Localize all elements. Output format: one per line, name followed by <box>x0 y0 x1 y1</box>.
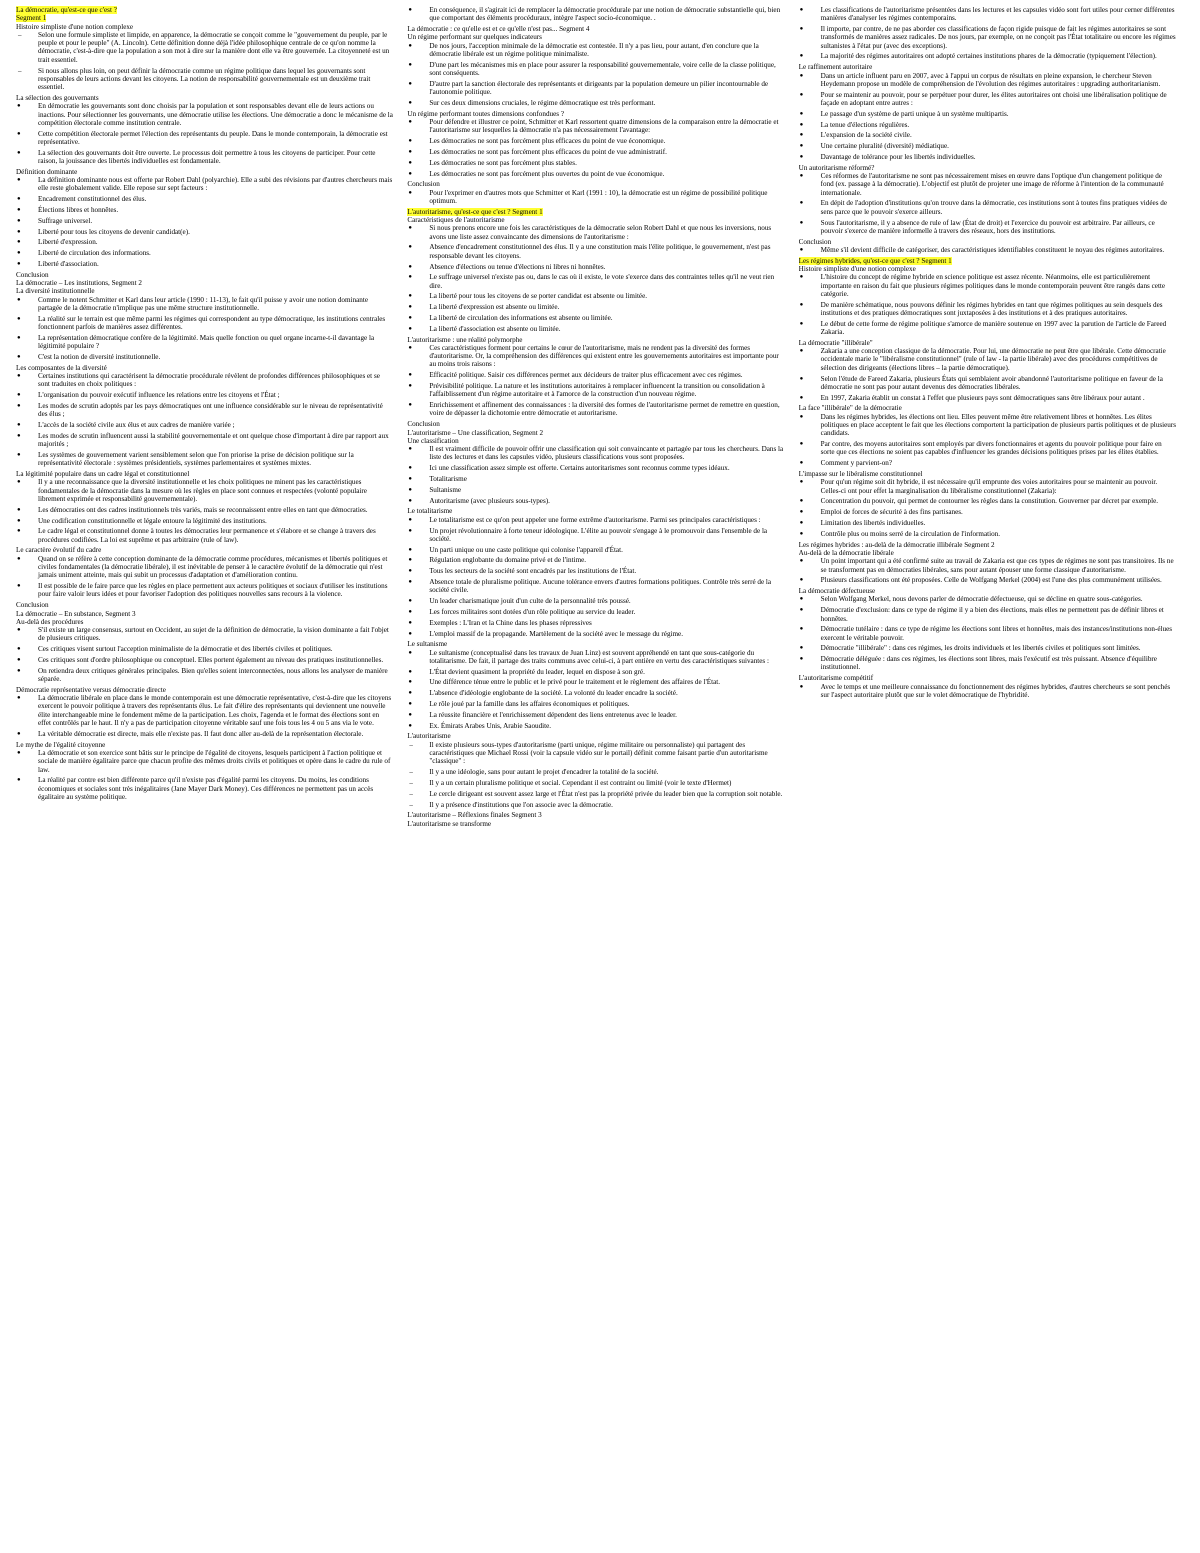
list-item: ● L'absence d'idéologie englobante de la société. La volonté du leader encadre la société. <box>407 689 784 697</box>
list-item: ● Le cadre légal et constitutionnel donne à toutes les démocraties leur permanence et s'élabore et se change à travers des procédures codifiées. La loi est suprême et pas arbitraire (rule of law). <box>16 527 393 544</box>
list-item: ● Sous l'autoritarisme, il y a absence de rule of law (État de droit) et l'exercice du pouvoir est arbitraire. Par ailleurs, ce pouvoir s'exerce de manière informelle à travers des réseaux, hors des institutions. <box>799 219 1176 236</box>
list-item: ● Un leader charismatique jouit d'un culte de la personnalité très poussé. <box>407 597 784 605</box>
section-heading <box>16 14 393 22</box>
list-item: ● D'une part les mécanismes mis en place pour assurer la responsabilité gouvernementale, voire celle de la classe politique, sont conséquents. <box>407 61 784 78</box>
list-item: ● Encadrement constitutionnel des élus. <box>16 195 393 203</box>
subheading-text: L'autoritarisme – Réflexions finales Segment 3 <box>407 811 542 820</box>
list-item: ● La réalité par contre est bien différente parce qu'il n'existe pas d'égalité parmi les citoyens. Du moins, les conditions économiques et sociales sont très inégalitaires (Jane Mayer Dark Money). Ces différences ne permettent pas un accès égalitaire au système politique. <box>16 776 393 801</box>
subheading <box>16 741 393 749</box>
subheading-text: La démocratie "illibérale" <box>798 338 873 347</box>
subheading-text: La démocratie – En substance, Segment 3 <box>16 609 136 618</box>
subheading <box>407 33 784 41</box>
subheading-text: Le caractère évolutif du cadre <box>16 546 102 555</box>
list-item: ● D'autre part la sanction électorale des représentants et dirigeants par la population demeure un pilier incontournable de l'autonomie politique. <box>407 80 784 97</box>
bullet-list <box>407 344 784 418</box>
list-item: ● On retiendra deux critiques générales principales. Bien qu'elles soient interconnectées, nous allons les analyser de manière séparée. <box>16 667 393 684</box>
subheading-text: Définition dominante <box>16 167 78 176</box>
list-item: ● Si nous prenons encore une fois les caractéristiques de la démocratie selon Robert Dahl et que nous les inversions, nous avons une liste assez convaincante des dimensions de l'autoritarisme : <box>407 224 784 241</box>
subheading-text: Le totalitarisme <box>407 507 453 516</box>
list-item: ● Emploi de forces de sécurité à des fins partisanes. <box>799 508 1176 516</box>
list-item: ● Zakaria a une conception classique de la démocratie. Pour lui, une démocratie ne peut être que libérale. Cette démocratie occidentale marie le "libéralisme constitutionnel" (rule of law - la partie libérale) avec des procédures compétitives de sélection des dirigeants (élections libres – la partie démocratique). <box>799 347 1176 372</box>
subheading <box>799 587 1176 595</box>
highlighted-title: La démocratie, qu'est-ce que c'est ? <box>16 6 117 14</box>
bullet-list <box>407 118 784 178</box>
list-item: ● En 1997, Zakaria établit un constat à l'effet que plusieurs pays sont démocratiques sans être libéraux pour autant . <box>799 394 1176 402</box>
list-item: ● Un parti unique ou une caste politique qui colonise l'appareil d'État. <box>407 546 784 554</box>
list-item: ● La liberté pour tous les citoyens de se porter candidat est absente ou limitée. <box>407 292 784 300</box>
bullet-list <box>16 296 393 362</box>
list-item: ● Les démocraties ne sont pas forcément plus efficaces du point de vue administratif. <box>407 148 784 156</box>
list-item: ● Pour défendre et illustrer ce point, Schmitter et Karl ressortent quatre dimensions de la comparaison entre la démocratie et l'autoritarisme sur lesquelles la démocratie n'a pas nécessairement l'avantage: <box>407 118 784 135</box>
bullet-list <box>16 102 393 165</box>
list-item: ● Sultanisme <box>407 486 784 494</box>
list-item: ● Dans un article influent paru en 2007, avec à l'appui un corpus de résultats en pleine expansion, le chercheur Steven Heydemann propose un modèle de compréhension de l'évolution des régimes autoritaires : upgrading authoritarianism. <box>799 72 1176 89</box>
subheading-text: La démocratie : ce qu'elle est et ce qu'elle n'est pas... Segment 4 <box>407 25 590 34</box>
list-item: ● L'accès de la société civile aux élus et aux cadres de manière variée ; <box>16 421 393 429</box>
list-item: – Si nous allons plus loin, on peut définir la démocratie comme un régime politique dans lequel les gouvernants sont responsables de leurs actions devant les citoyens. La notion de responsabilité gouvernementale est un deuxième trait essentiel. <box>16 67 393 92</box>
list-item: ● En démocratie les gouvernants sont donc choisis par la population et sont responsables devant elle de leurs actions ou inactions. Pour sélectionner les gouvernants, une démocratie utilise les élections. Une démocratie a donc le mécanisme de la compétition électorale comme institution centrale. <box>16 102 393 127</box>
list-item: ● Ces critiques visent surtout l'acception minimaliste de la démocratie et des libertés civiles et politiques. <box>16 645 393 653</box>
subheading <box>16 610 393 618</box>
list-item: ● Le suffrage universel n'existe pas ou, dans le cas où il existe, le vote s'exerce dans des contraintes telles qu'il ne veut rien dire. <box>407 273 784 290</box>
list-item: ● Une différence ténue entre le public et le privé pour le traitement et le règlement des affaires de l'État. <box>407 678 784 686</box>
list-item: ● S'il existe un large consensus, surtout en Occident, au sujet de la définition de démocratie, la vision dominante a fait l'objet de plusieurs critiques. <box>16 626 393 643</box>
subheading-text: Un régime performant toutes dimensions confondues ? <box>407 109 564 118</box>
bullet-list <box>799 413 1176 468</box>
subheading <box>799 238 1176 246</box>
list-item: ● La réalité sur le terrain est que même parmi les régimes qui correspondent au type démocratique, les institutions centrales fonctionnent parfois de manières assez différentes. <box>16 315 393 332</box>
list-item: ● Il est vraiment difficile de pouvoir offrir une classification qui soit convaincante et partagée par tous les chercheurs. Dans la liste des lectures et dans les capsules vidéo, plusieurs classifications vous sont proposées. <box>407 445 784 462</box>
subheading-text: La diversité institutionnelle <box>16 287 95 296</box>
bullet-list <box>407 42 784 108</box>
column-1 <box>16 6 393 1543</box>
subheading-text: La légitimité populaire dans un cadre légal et constitutionnel <box>16 470 190 479</box>
subheading <box>799 339 1176 347</box>
list-item: ● L'organisation du pouvoir exécutif influence les relations entre les citoyens et l'État ; <box>16 391 393 399</box>
subheading-text: Histoire simpliste d'une notion complexe <box>16 22 134 31</box>
subheading-text: L'autoritarisme – Une classification, Segment 2 <box>407 428 544 437</box>
list-item: – Il y a une idéologie, sans pour autant le projet d'encadrer la totalité de la société. <box>407 768 784 776</box>
subheading <box>16 601 393 609</box>
subheading <box>799 63 1176 71</box>
subheading-text: Le raffinement autoritaire <box>798 63 873 72</box>
bullet-list <box>16 749 393 801</box>
bullet-list <box>407 445 784 505</box>
subheading <box>799 541 1176 549</box>
bullet-list <box>799 172 1176 235</box>
list-item: ● Démocratie tutélaire : dans ce type de régime les élections sont libres et honnêtes, mais des instances/institutions non-élues exercent le véritable pouvoir. <box>799 625 1176 642</box>
highlighted-title: Les régimes hybrides, qu'est-ce que c'est ? Segment 1 <box>798 256 952 265</box>
subheading <box>799 404 1176 412</box>
subheading <box>407 732 784 740</box>
list-item: ● La démocratie et son exercice sont bâtis sur le principe de l'égalité de citoyens, lesquels participent à l'action politique et sociale de manière égalitaire parce que chacun profite des mêmes droits civils et politiques et opère dans le cadre du rule of law. <box>16 749 393 774</box>
list-item: ● Liberté d'expression. <box>16 238 393 246</box>
subheading-text: Les composantes de la diversité <box>16 363 107 372</box>
subheading-text: L'impasse sur le libéralisme constitutionnel <box>798 470 923 479</box>
list-item: ● Ces réformes de l'autoritarisme ne sont pas nécessairement mises en œuvre dans l'optique d'un changement politique de fond (ex. passage à la démocratie). L'objectif est plutôt de projeter une image de réforme à l'intention de la communauté internationale. <box>799 172 1176 197</box>
subheading <box>407 420 784 428</box>
list-item: ● Ex. Émirats Arabes Unis, Arabie Saoudite. <box>407 722 784 730</box>
list-item: ● Comme le notent Schmitter et Karl dans leur article (1990 : 11-13), le fait qu'il puisse y avoir une notion dominante partagée de la démocratie n'implique pas une même structure institutionnelle. <box>16 296 393 313</box>
list-item: ● Exemples : L'Iran et la Chine dans les phases répressives <box>407 619 784 627</box>
subheading <box>16 364 393 372</box>
list-item: ● Il est possible de le faire parce que les règles en place permettent aux acteurs politiques et sociaux d'utiliser les institutions pour faire valoir leurs idées et pour favoriser l'adoption des politiques nouvelles sans recours à la violence. <box>16 582 393 599</box>
list-item: ● Il y a une reconnaissance que la diversité institutionnelle et les choix politiques ne minent pas les caractéristiques fondamentales de la démocratie dans la mesure où les règles en place sont connues et respectées (volonté populaire librement exprimée et responsabilité gouvernementale). <box>16 478 393 503</box>
list-item: ● Limitation des libertés individuelles. <box>799 519 1176 527</box>
list-item: ● Les démocraties ne sont pas forcément plus stables. <box>407 159 784 167</box>
list-item: ● En conséquence, il s'agirait ici de remplacer la démocratie procédurale par une notion de démocratie substantielle qui, bien que comportant des éléments procéduraux, intègre l'aspect socio-économique. . <box>407 6 784 23</box>
list-item: ● Les classifications de l'autoritarisme présentées dans les lectures et les capsules vidéo sont fort utiles pour cerner différentes manières d'analyser les régimes contemporains. <box>799 6 1176 23</box>
subheading-text: L'autoritarisme compétitif <box>798 674 874 683</box>
subheading-text: La face "illibérale" de la démocratie <box>798 404 902 413</box>
subheading <box>407 811 784 819</box>
list-item: ● Davantage de tolérance pour les libertés individuelles. <box>799 153 1176 161</box>
bullet-list <box>407 224 784 333</box>
list-item: ● Par contre, des moyens autoritaires sont employés par divers fonctionnaires et agents du pouvoir politique pour faire en sorte que ces élections ne soient pas capables d'influencer les grandes décisions politiques prises par les élites établies. <box>799 440 1176 457</box>
subheading-text: L'autoritarisme <box>407 732 451 741</box>
bullet-list <box>16 478 393 544</box>
list-item: ● Suffrage universel. <box>16 217 393 225</box>
list-item: ● Absence d'encadrement constitutionnel des élus. Il y a une constitution mais l'élite politique, le gouvernement, n'est pas responsable devant les citoyens. <box>407 243 784 260</box>
list-item: ● Les modes de scrutin influencent aussi la stabilité gouvernementale et ont quelque chose d'important à dire par rapport aux majorités ; <box>16 432 393 449</box>
subheading-text: La sélection des gouvernants <box>16 93 99 102</box>
list-item: ● Cette compétition électorale permet l'élection des représentants du peuple. Dans le monde contemporain, la démocratie est représentative. <box>16 130 393 147</box>
list-item: ● Même s'il devient difficile de catégoriser, des caractéristiques identifiables constituent le noyau des régimes autoritaires. <box>799 246 1176 254</box>
subheading <box>799 265 1176 273</box>
subheading-text: L'autoritarisme se transforme <box>407 819 492 828</box>
bullet-list <box>799 246 1176 254</box>
bullet-list <box>799 6 1176 61</box>
list-item: ● Liberté d'association. <box>16 260 393 268</box>
section-heading <box>407 208 784 216</box>
list-item: ● L'État devient quasiment la propriété du leader, lequel en dispose à son gré. <box>407 668 784 676</box>
list-item: ● L'emploi massif de la propagande. Martèlement de la société avec le message du régime. <box>407 630 784 638</box>
list-item: ● Prévisibilité politique. La nature et les institutions autoritaires à remplacer influencent la transition ou consolidation à l'affaiblissement d'un régime autoritaire et à l'amorce de la construction d'un nouveau régime. <box>407 382 784 399</box>
list-item: ● Efficacité politique. Saisir ces différences permet aux décideurs de traiter plus efficacement avec ces régimes. <box>407 371 784 379</box>
list-item: ● Pour l'exprimer en d'autres mots que Schmitter et Karl (1991 : 10), la démocratie est un régime de possibilité politique optimum. <box>407 189 784 206</box>
list-item: ● Selon l'étude de Fareed Zakaria, plusieurs États qui semblaient avoir abandonné l'autoritarisme politique en faveur de la démocratie ne sont pas pour autant devenus des démocraties libérales. <box>799 375 1176 392</box>
bullet-list <box>799 72 1176 162</box>
subheading-text: Conclusion <box>798 237 832 246</box>
subheading-text: Une classification <box>407 436 459 445</box>
bullet-list <box>799 347 1176 402</box>
list-item: ● Enrichissement et affinement des connaissances : la diversité des formes de l'autoritarisme permet de remettre en question, voire de dépasser la dichotomie entre démocratie et autoritarisme. <box>407 401 784 418</box>
subheading-text: Conclusion <box>16 270 49 279</box>
list-item: ● Les démocraties ne sont pas forcément plus ouvertes du point de vue économique. <box>407 170 784 178</box>
subheading <box>799 549 1176 557</box>
list-item: ● Liberté pour tous les citoyens de devenir candidat(e). <box>16 228 393 236</box>
subheading-text: Conclusion <box>16 601 49 610</box>
dash-list <box>407 741 784 809</box>
list-item: ● Comment y parvient-on? <box>799 459 1176 467</box>
subheading <box>407 110 784 118</box>
list-item: ● Le rôle joué par la famille dans les affaires économiques et politiques. <box>407 700 784 708</box>
list-item: ● Plusieurs classifications ont été proposées. Celle de Wolfgang Merkel (2004) est l'une des plus communément utilisées. <box>799 576 1176 584</box>
section-heading <box>16 6 393 14</box>
list-item: ● Concentration du pouvoir, qui permet de contourner les règles dans la constitution. Gouverner par décret par exemple. <box>799 497 1176 505</box>
subheading <box>407 820 784 828</box>
list-item: ● La liberté d'association est absente ou limitée. <box>407 325 784 333</box>
subheading-text: Conclusion <box>407 420 440 429</box>
subheading <box>407 25 784 33</box>
subheading-text: Au-delà des procédures <box>16 617 84 626</box>
list-item: ● Tous les secteurs de la société sont encadrés par les institutions de l'État. <box>407 567 784 575</box>
list-item: – Selon une formule simpliste et limpide, en apparence, la démocratie se conçoit comme le "gouvernement du peuple, par le peuple et pour le peuple" (A. Lincoln). Cette définition donne déjà l'idée philosophique centrale de ce qu'on nomme la démocratie, c'est-à-dire que la population a son mot à dire sur la manière dont elle va être gouvernée. La citoyenneté est un trait essentiel. <box>16 31 393 64</box>
list-item: ● Une certaine pluralité (diversité) médiatique. <box>799 142 1176 150</box>
subheading <box>407 216 784 224</box>
subheading <box>407 180 784 188</box>
bullet-list <box>407 189 784 206</box>
dash-list <box>16 31 393 92</box>
subheading <box>16 271 393 279</box>
list-item: ● Démocratie d'exclusion: dans ce type de régime il y a bien des élections, mais elles ne permettent pas de définir libres et honnêtes. <box>799 606 1176 623</box>
list-item: ● Autoritarisme (avec plusieurs sous-types). <box>407 497 784 505</box>
list-item: ● Démocratie déléguée : dans ces régimes, les élections sont libres, mais l'exécutif est très puissant. Absence d'équilibre institutionnel. <box>799 655 1176 672</box>
list-item: ● Pour qu'un régime soit dit hybride, il est nécessaire qu'il emprunte des voies autoritaires pour se maintenir au pouvoir. Celles-ci ont pour effet la marginalisation du libéralisme constitutionnel (Zakaria): <box>799 478 1176 495</box>
subheading-text: L'autoritarisme : une réalité polymorphe <box>407 335 523 344</box>
list-item: ● Contrôle plus ou moins serré de la circulation de l'information. <box>799 530 1176 538</box>
subheading <box>16 618 393 626</box>
list-item: ● Régulation englobante du domaine privé et de l'intime. <box>407 556 784 564</box>
list-item: – Il existe plusieurs sous-types d'autoritarisme (parti unique, régime militaire ou personnaliste) qui partagent des caractéristiques que Michael Rossi (voir la capsule vidéo sur le portail) définit comme faisant partie d'un autoritarisme "classique" : <box>407 741 784 766</box>
list-item: ● La réussite financière et l'enrichissement dépendent des liens entretenus avec le leader. <box>407 711 784 719</box>
list-item: ● L'expansion de la société civile. <box>799 131 1176 139</box>
list-item: ● La représentation démocratique confère de la légitimité. Mais quelle fonction ou quel organe incarne-t-il davantage la légitimité populaire ? <box>16 334 393 351</box>
list-item: ● L'histoire du concept de régime hybride en science politique est assez récente. Néanmoins, elle est particulièrement importante en raison du fait que plusieurs régimes politiques dans le monde contemporain peuvent être rangés dans cette catégorie. <box>799 273 1176 298</box>
list-item: ● Les systèmes de gouvernement varient sensiblement selon que l'on priorise la prise de décision politique sur la représentativité électorale : systèmes présidentiels, systèmes parlementaires et systèmes mixtes. <box>16 451 393 468</box>
list-item: ● En dépit de l'adoption d'institutions qu'on trouve dans la démocratie, ces institutions sont à toutes fins pratiques vidées de sens parce que le pouvoir s'exerce ailleurs. <box>799 199 1176 216</box>
list-item: – Il y a un certain pluralisme politique et social. Cependant il est contraint ou limité (voir le texte d'Hermet) <box>407 779 784 787</box>
subheading <box>407 437 784 445</box>
subheading-text: Conclusion <box>407 180 440 189</box>
column-3 <box>799 6 1176 1543</box>
subheading <box>16 94 393 102</box>
list-item: ● Un projet révolutionnaire à forte teneur idéologique. L'élite au pouvoir s'engage à le promouvoir dans l'ensemble de la société. <box>407 527 784 544</box>
column-2 <box>407 6 784 1543</box>
list-item: ● Le début de cette forme de régime politique s'amorce de manière soutenue en 1997 avec la parution de l'article de Fareed Zakaria. <box>799 320 1176 337</box>
bullet-list <box>799 557 1176 584</box>
list-item: ● Absence totale de pluralisme politique. Aucune tolérance envers d'autres formations politiques. Contrôle très serré de la société civile. <box>407 578 784 595</box>
subheading <box>799 674 1176 682</box>
section-heading <box>799 257 1176 265</box>
subheading-text: Caractéristiques de l'autoritarisme <box>407 216 505 225</box>
subheading <box>407 640 784 648</box>
list-item: ● Ici une classification assez simple est offerte. Certains autoritarismes sont reconnus comme types idéaux. <box>407 464 784 472</box>
bullet-list <box>799 478 1176 538</box>
bullet-list <box>16 176 393 268</box>
highlighted-title: L'autoritarisme, qu'est-ce que c'est ? Segment 1 <box>407 207 543 216</box>
subheading-text: Démocratie représentative versus démocratie directe <box>16 685 166 694</box>
subheading <box>16 279 393 287</box>
subheading <box>16 23 393 31</box>
list-item: ● Quand on se réfère à cette conception dominante de la démocratie comme procédures, mécanismes et libertés politiques et civiles fondamentales (la démocratie libérale), il est inévitable de penser à le caractère évolutif de la démocratie qui n'est jamais uniment atteinte, mais qui subit un processus d'adaptation et d'amélioration continu. <box>16 555 393 580</box>
subheading-text: Le sultanisme <box>407 640 448 649</box>
list-item: ● La liberté de circulation des informations est absente ou limitée. <box>407 314 784 322</box>
list-item: ● Ces critiques sont d'ordre philosophique ou conceptuel. Elles portent également au niveau des pratiques institutionnelles. <box>16 656 393 664</box>
bullet-list <box>799 273 1176 336</box>
list-item: ● C'est la notion de diversité institutionnelle. <box>16 353 393 361</box>
list-item: ● Le passage d'un système de parti unique à un système multipartis. <box>799 110 1176 118</box>
list-item: – Il y a présence d'institutions que l'on associe avec la démocratie. <box>407 801 784 809</box>
bullet-list <box>16 626 393 683</box>
list-item: ● Selon Wolfgang Merkel, nous devons parler de démocratie défectueuse, qui se décline en quatre sous-catégories. <box>799 595 1176 603</box>
list-item: ● Totalitarisme <box>407 475 784 483</box>
list-item: ● De nos jours, l'acception minimale de la démocratie est contestée. Il n'y a pas lieu, pour autant, d'en conclure que la démocratie libérale est un régime politique minimaliste. <box>407 42 784 59</box>
bullet-list <box>16 694 393 738</box>
subheading <box>16 470 393 478</box>
list-item: ● De manière schématique, nous pouvons définir les régimes hybrides en tant que régimes politiques au sein desquels des institutions et des pratiques démocratiques sont juxtaposées à des institutions et à des pratiques autoritaires. <box>799 301 1176 318</box>
subheading-text: Le mythe de l'égalité citoyenne <box>16 740 106 749</box>
subheading <box>16 686 393 694</box>
subheading-text: La démocratie – Les institutions, Segment 2 <box>16 279 142 288</box>
list-item: ● Liberté de circulation des informations. <box>16 249 393 257</box>
subheading <box>16 546 393 554</box>
list-item: ● La majorité des régimes autoritaires ont adopté certaines institutions phares de la démocratie (typiquement l'élection). <box>799 52 1176 60</box>
list-item: – Le cercle dirigeant est souvent assez large et l'État n'est pas la propriété privée du leader bien que la corruption soit notable. <box>407 790 784 798</box>
list-item: ● Sur ces deux dimensions cruciales, le régime démocratique est très performant. <box>407 99 784 107</box>
subheading <box>407 429 784 437</box>
list-item: ● Le totalitarisme est ce qu'on peut appeler une forme extrême d'autoritarisme. Parmi ses principales caractéristiques : <box>407 516 784 524</box>
bullet-list <box>799 683 1176 700</box>
list-item: ● La liberté d'expression est absente ou limitée. <box>407 303 784 311</box>
list-item: ● La démocratie libérale en place dans le monde contemporain est une démocratie représentative, c'est-à-dire que les citoyens exercent le pouvoir politique à travers des représentants élus. Le fait d'élire des représentants qui deviennent une nouvelle élite interchangeable mine le fondement même de la participation. Les choix, l'agenda et le format des élections sont en effet contrôlés par le haut. Il n'y a pas de participation citoyenne véritable sauf une fois tous les 4 ou 5 ans via le vote. <box>16 694 393 727</box>
list-item: ● Avec le temps et une meilleure connaissance du fonctionnement des régimes hybrides, d'autres chercheurs se sont penchés sur l'aspect autoritaire plutôt que sur le volet démocratique de l'hybridité. <box>799 683 1176 700</box>
list-item: ● Les modes de scrutin adoptés par les pays démocratiques ont une influence considérable sur le niveau de représentativité des élus ; <box>16 402 393 419</box>
list-item: ● La sélection des gouvernants doit être ouverte. Le processus doit permettre à tous les citoyens de participer. Pour cette raison, la jouissance des libertés individuelles est fondamentale. <box>16 149 393 166</box>
list-item: ● Il importe, par contre, de ne pas aborder ces classifications de façon rigide puisque de fait les régimes autoritaires se sont transformés de manières assez radicales. De nos jours, par exemple, on ne conçoit pas l'État totalitaire ou encore les régimes sultanistes à l'état pur (avec des exceptions). <box>799 25 1176 50</box>
subheading <box>16 287 393 295</box>
subheading-text: Histoire simpliste d'une notion complexe <box>798 265 916 274</box>
subheading-text: Les régimes hybrides : au-delà de la démocratie illibérale Segment 2 <box>798 540 995 549</box>
subheading <box>16 168 393 176</box>
list-item: ● La tenue d'élections régulières. <box>799 121 1176 129</box>
list-item: ● Certaines institutions qui caractérisent la démocratie procédurale révèlent de profondes différences philosophiques et se sont traduites en choix politiques : <box>16 372 393 389</box>
list-item: ● Les démocraties ont des cadres institutionnels très variés, mais se reconnaissent entre elles en tant que démocraties. <box>16 506 393 514</box>
bullet-list <box>407 516 784 638</box>
list-item: ● La définition dominante nous est offerte par Robert Dahl (polyarchie). Elle a subi des révisions par d'autres chercheurs mais elle reste globalement valide. Elle repose sur sept facteurs : <box>16 176 393 193</box>
subheading <box>407 507 784 515</box>
subheading <box>407 336 784 344</box>
list-item: ● Démocratie "illibérale" : dans ces régimes, les droits individuels et les libertés civiles et politiques sont limitées. <box>799 644 1176 652</box>
bullet-list <box>407 6 784 23</box>
list-item: ● Les forces militaires sont dotées d'un rôle politique au service du leader. <box>407 608 784 616</box>
list-item: ● Dans les régimes hybrides, les élections ont lieu. Elles peuvent même être relativement libres et honnêtes. Les élites politiques en place acceptent le fait que les élections comportent la participation de plusieurs partis politiques et de plusieurs candidats. <box>799 413 1176 438</box>
list-item: ● Pour se maintenir au pouvoir, pour se perpétuer pour durer, les élites autoritaires ont choisi une libéralisation politique de façade en adoptant entre autres : <box>799 91 1176 108</box>
bullet-list <box>407 649 784 730</box>
list-item: ● Les démocraties ne sont pas forcément plus efficaces du point de vue économique. <box>407 137 784 145</box>
list-item: ● Élections libres et honnêtes. <box>16 206 393 214</box>
list-item: ● Un point important qui a été confirmé suite au travail de Zakaria est que ces types de régimes ne sont pas transitoires. Ils ne se transforment pas en démocraties libérales, sans pour autant épouser une forme classique d'autoritarisme. <box>799 557 1176 574</box>
bullet-list <box>16 555 393 599</box>
subheading <box>799 470 1176 478</box>
bullet-list <box>16 372 393 467</box>
subheading-text: Au-delà de la démocratie libérale <box>798 548 894 557</box>
subheading-text: Un régime performant sur quelques indicateurs <box>407 33 542 42</box>
subheading-text: Un autoritarisme réformé? <box>798 163 875 172</box>
list-item: ● Ces caractéristiques forment pour certains le cœur de l'autoritarisme, mais ne rendent pas la diversité des formes d'autoritarisme. Or, la compréhension des différences qui existent entre les gouvernements autoritaires est importante pour au moins trois raisons : <box>407 344 784 369</box>
list-item: ● Absence d'élections ou tenue d'élections ni libres ni honnêtes. <box>407 263 784 271</box>
list-item: ● Une codification constitutionnelle et légale entoure la légitimité des institutions. <box>16 517 393 525</box>
subheading-text: La démocratie défectueuse <box>798 587 876 596</box>
bullet-list <box>799 595 1176 671</box>
list-item: ● Le sultanisme (conceptualisé dans les travaux de Juan Linz) est souvent appréhendé en tant que sous-catégorie du totalitarisme. De fait, il partage des traits communs avec celui-ci, à part entière en vertu des caractéristiques suivantes : <box>407 649 784 666</box>
subheading <box>799 164 1176 172</box>
list-item: ● La véritable démocratie est directe, mais elle n'existe pas. Il faut donc aller au-delà de la représentation électorale. <box>16 730 393 738</box>
highlighted-title: Segment 1 <box>16 14 47 23</box>
